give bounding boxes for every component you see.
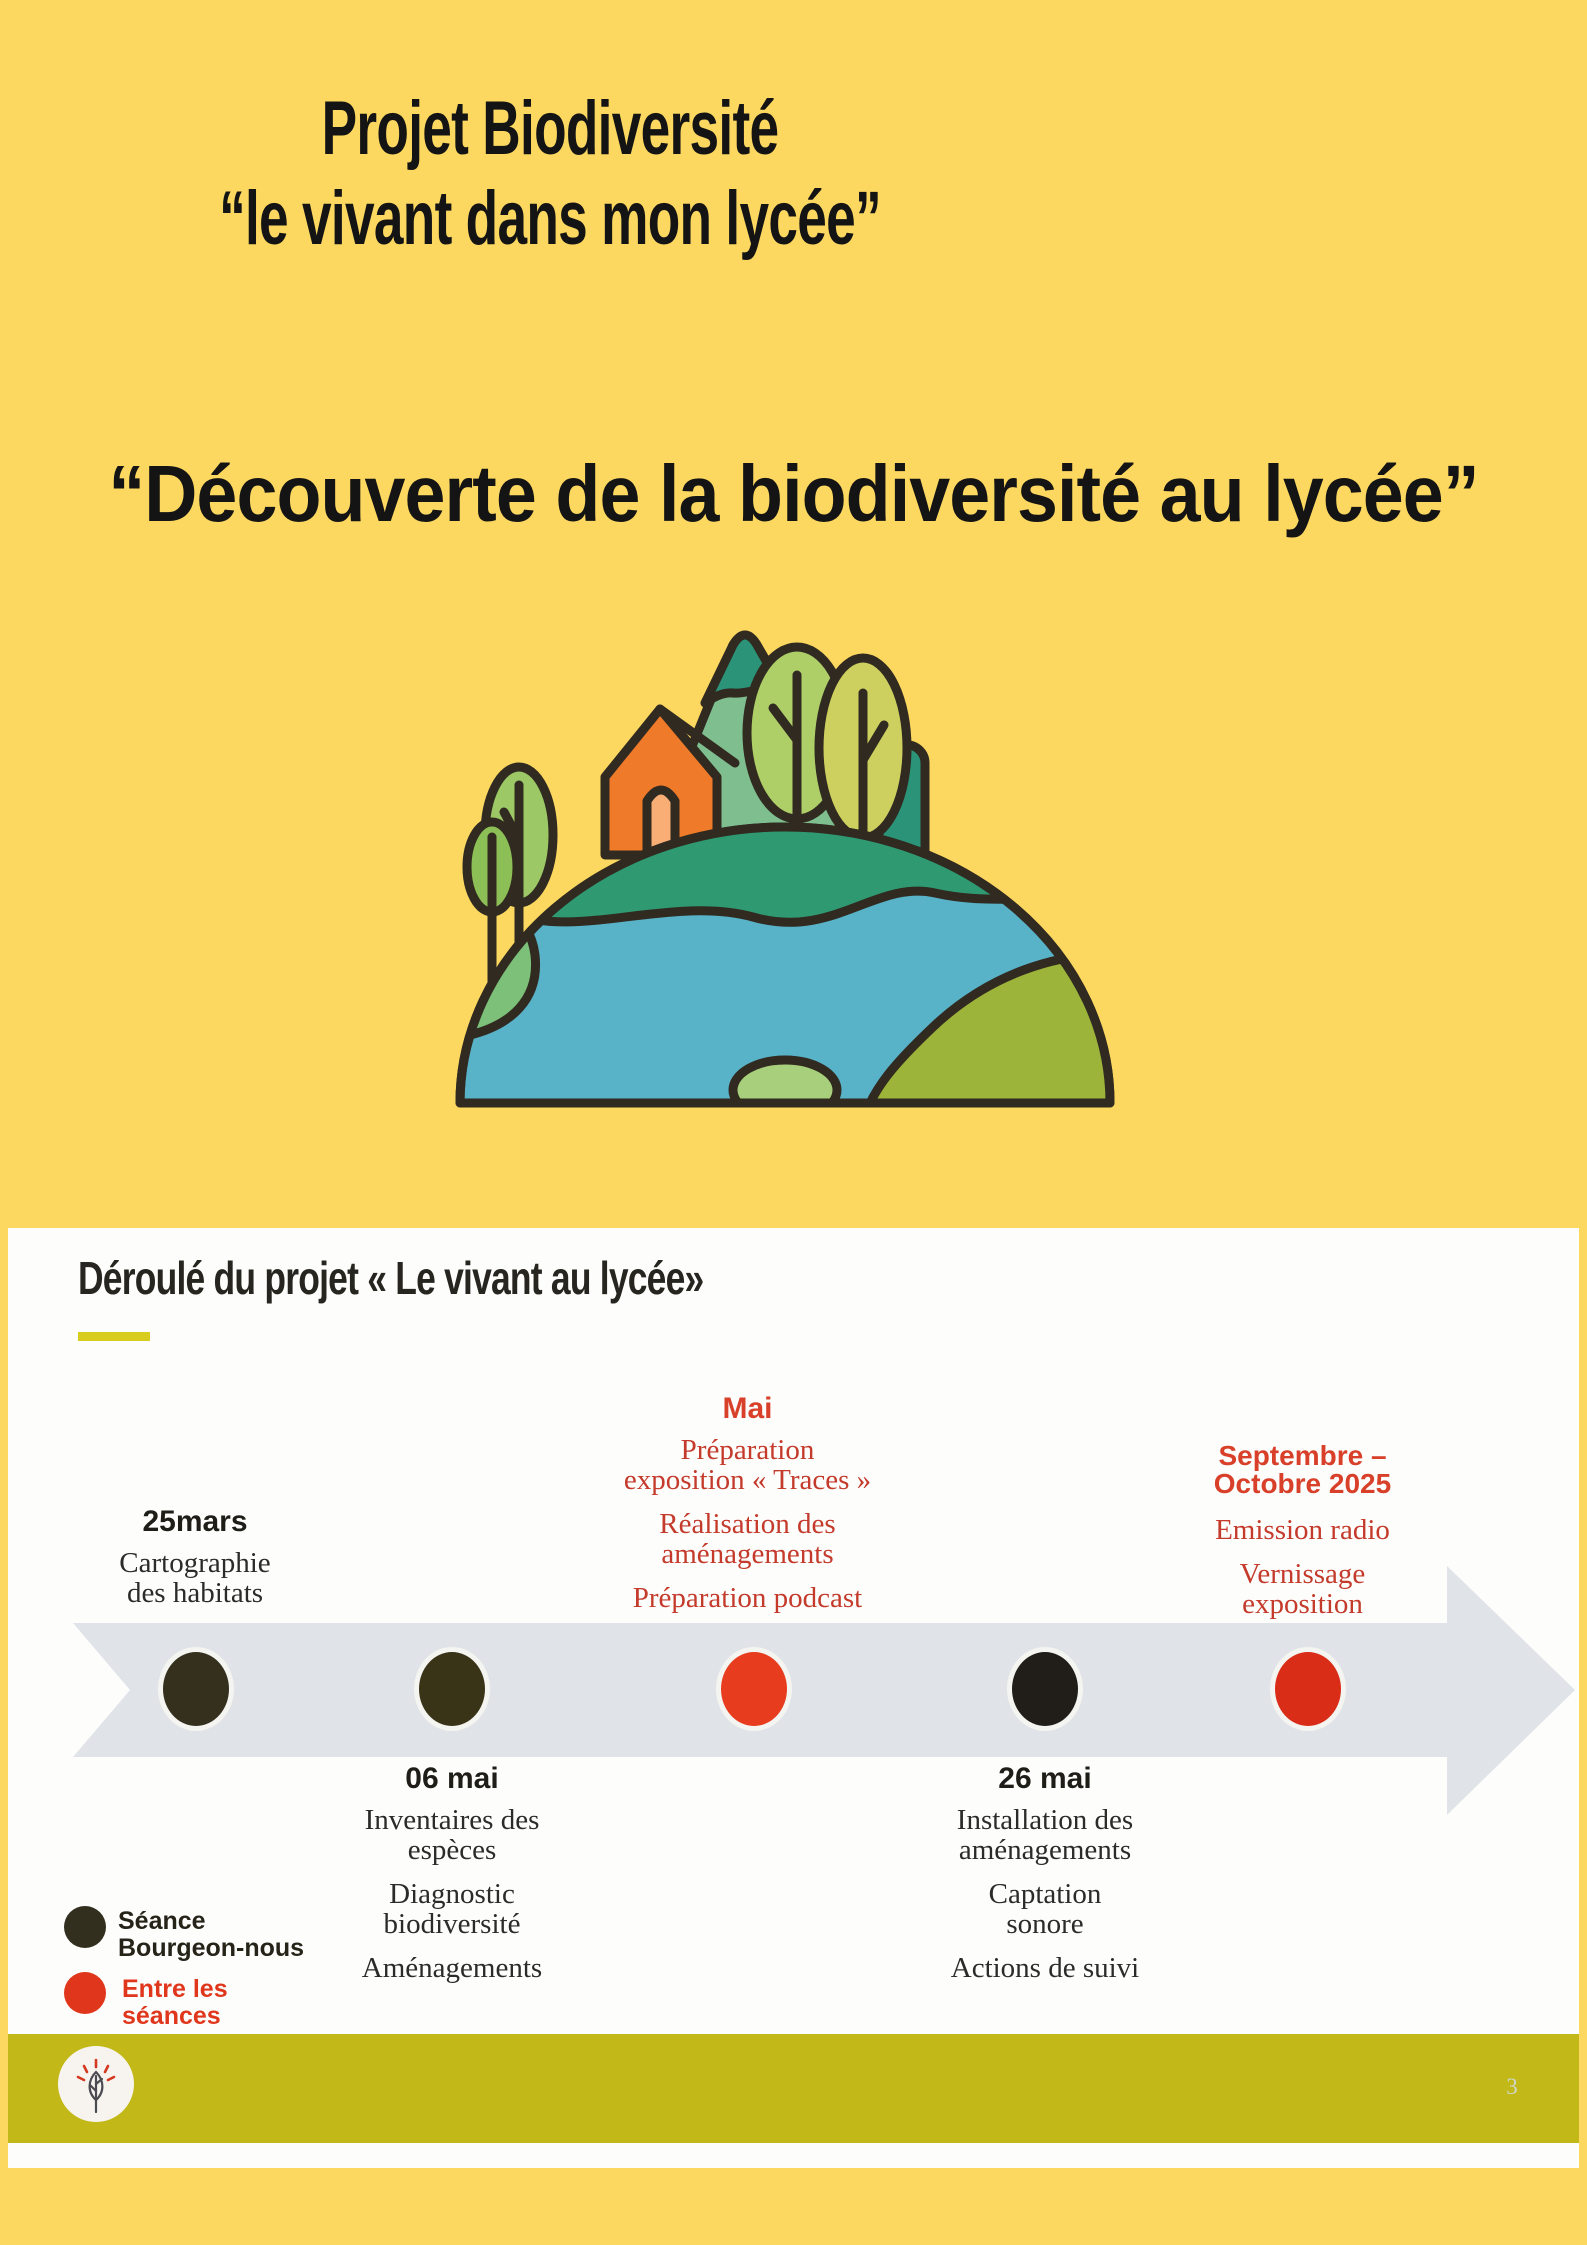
- milestone-septembre-octobre: Septembre – Octobre 2025 Emission radio Vernissage exposition: [1150, 1442, 1455, 1619]
- milestone-date: Octobre 2025: [1213, 1468, 1392, 1499]
- page-title-line1: Projet Biodiversité: [321, 86, 779, 171]
- milestone-date: Septembre –: [1218, 1440, 1387, 1471]
- legend-label-entre-seances: Entre les séances: [122, 1975, 228, 2030]
- milestone-06mai: 06 mai Inventaires des espèces Diagnostic biodiversité Aménagements: [327, 1762, 577, 1983]
- milestone-25mars: 25mars Cartographie des habitats: [85, 1505, 305, 1608]
- footer-bar: [8, 2034, 1579, 2143]
- milestone-date: 26 mai: [998, 1762, 1092, 1795]
- timeline-dot-2: [414, 1647, 490, 1731]
- milestone-mai: Mai Préparation exposition « Traces » Réalisation des aménagements Préparation podcast: [590, 1392, 905, 1613]
- page-title-line2: “le vivant dans mon lycée”: [219, 176, 881, 261]
- leaf-logo-icon: [58, 2046, 134, 2122]
- timeline-dot-3: [716, 1647, 792, 1731]
- page-title: [0, 84, 1100, 264]
- page-subtitle: “Découverte de la biodiversité au lycée”: [108, 449, 1479, 538]
- milestone-26mai: 26 mai Installation des aménagements Captation sonore Actions de suivi: [915, 1762, 1175, 1983]
- milestone-date: Mai: [722, 1392, 773, 1425]
- heading-underline: [78, 1332, 150, 1341]
- legend-dot-entre-seances: [64, 1972, 106, 2014]
- timeline-heading: Déroulé du projet « Le vivant au lycée»: [78, 1252, 704, 1304]
- earth-illustration: [455, 605, 1115, 1115]
- legend-dot-seance: [64, 1906, 106, 1948]
- milestone-date: 25mars: [142, 1505, 248, 1538]
- timeline-dot-1: [158, 1647, 234, 1731]
- timeline-dot-5: [1270, 1647, 1346, 1731]
- legend-label-seance: Séance Bourgeon-nous: [118, 1907, 305, 1962]
- page-number: 3: [1506, 2074, 1518, 2099]
- timeline-dot-4: [1007, 1647, 1083, 1731]
- footer-logo: [58, 2046, 134, 2122]
- milestone-date: 06 mai: [405, 1762, 499, 1795]
- earth-house-trees-icon: [455, 605, 1115, 1115]
